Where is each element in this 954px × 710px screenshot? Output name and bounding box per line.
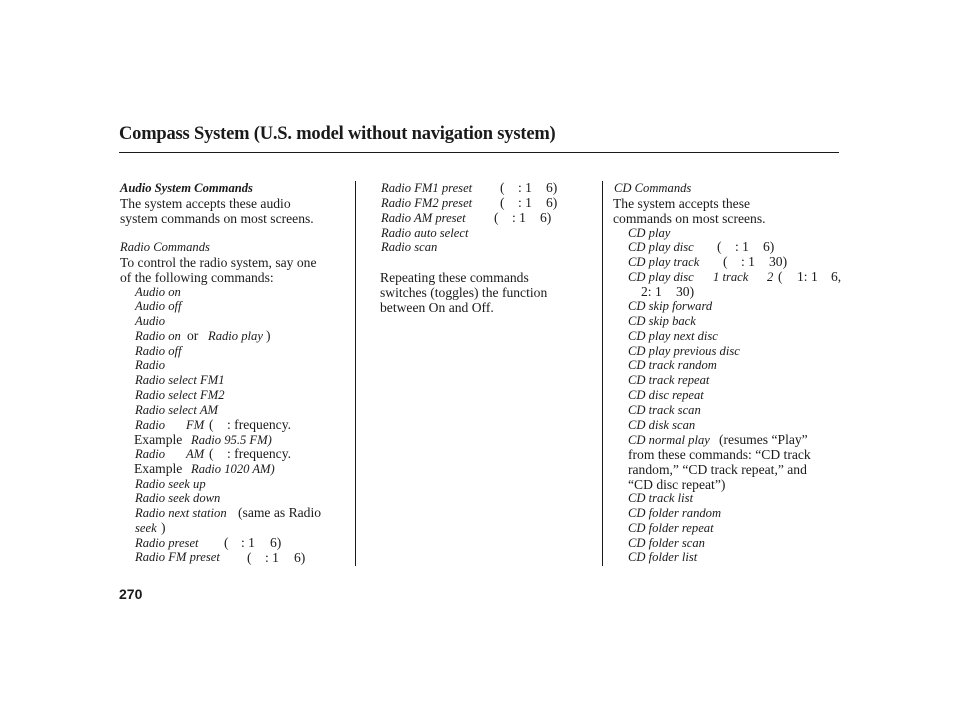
command-item: CD track repeat bbox=[628, 373, 710, 387]
body-text: To control the radio system, say one bbox=[120, 255, 317, 270]
command-item: CD disk scan bbox=[628, 418, 696, 432]
command-item: Radio auto select bbox=[381, 226, 469, 240]
body-text: (same as Radio bbox=[238, 505, 322, 520]
command-item: Radio bbox=[135, 447, 166, 461]
body-text: ) bbox=[266, 328, 271, 343]
body-text: : 1 bbox=[265, 550, 279, 565]
command-item: seek bbox=[135, 521, 157, 535]
command-item: CD folder scan bbox=[628, 536, 705, 550]
command-item: CD skip forward bbox=[628, 299, 713, 313]
body-text: : 1 bbox=[512, 210, 526, 225]
body-text: between On and Off. bbox=[380, 300, 494, 315]
body-text: system commands on most screens. bbox=[120, 211, 314, 226]
body-text: 30) bbox=[676, 284, 695, 299]
page-title: Compass System (U.S. model without navigation system) bbox=[119, 124, 556, 144]
command-item: CD play next disc bbox=[628, 329, 718, 343]
command-item: CD folder list bbox=[628, 550, 698, 564]
command-item: Radio bbox=[135, 358, 166, 372]
body-text: ( bbox=[209, 446, 214, 461]
body-text: 6) bbox=[546, 195, 558, 210]
body-text: of the following commands: bbox=[120, 270, 274, 285]
command-item: Radio next station bbox=[135, 506, 227, 520]
command-item: Radio select FM1 bbox=[135, 373, 225, 387]
body-text: (resumes “Play” bbox=[719, 432, 808, 447]
body-text: ( bbox=[717, 239, 722, 254]
subsection-heading: CD Commands bbox=[614, 181, 692, 195]
body-text: The system accepts these bbox=[613, 196, 751, 211]
command-item: Radio AM preset bbox=[381, 211, 466, 225]
command-item: Radio 95.5 FM) bbox=[191, 433, 272, 447]
command-item: CD play disc bbox=[628, 240, 694, 254]
column-divider bbox=[602, 181, 603, 566]
body-text: ( bbox=[494, 210, 499, 225]
command-item: FM bbox=[186, 418, 205, 432]
body-text: The system accepts these audio bbox=[120, 196, 291, 211]
body-text: ( bbox=[500, 180, 505, 195]
command-item: CD folder repeat bbox=[628, 521, 714, 535]
body-text: 6) bbox=[763, 239, 775, 254]
command-item: CD play bbox=[628, 226, 671, 240]
command-item: Radio bbox=[135, 418, 166, 432]
command-item: Radio seek down bbox=[135, 491, 221, 505]
body-text: ( bbox=[224, 535, 229, 550]
command-item: CD play disc bbox=[628, 270, 694, 284]
body-text: “CD disc repeat”) bbox=[628, 477, 726, 492]
page-number: 270 bbox=[119, 586, 143, 602]
body-text: ( bbox=[723, 254, 728, 269]
command-item: Radio FM1 preset bbox=[381, 181, 473, 195]
command-item: 1 track bbox=[713, 270, 749, 284]
command-item: CD play track bbox=[628, 255, 700, 269]
body-text: Repeating these commands bbox=[380, 270, 529, 285]
body-text: or bbox=[187, 328, 199, 343]
command-item: 2 bbox=[767, 270, 774, 284]
command-item: CD disc repeat bbox=[628, 388, 704, 402]
body-text: : 1 bbox=[241, 535, 255, 550]
body-text: : 1 bbox=[518, 195, 532, 210]
body-text: 6, bbox=[831, 269, 842, 284]
command-item: CD normal play bbox=[628, 433, 710, 447]
command-item: Radio FM preset bbox=[135, 550, 220, 564]
command-item: CD play previous disc bbox=[628, 344, 740, 358]
body-text: random,” “CD track repeat,” and bbox=[628, 462, 807, 477]
body-text: Example bbox=[134, 461, 183, 476]
command-item: Radio FM2 preset bbox=[381, 196, 473, 210]
body-text: from these commands: “CD track bbox=[628, 447, 811, 462]
command-item: Radio seek up bbox=[135, 477, 206, 491]
command-item: CD skip back bbox=[628, 314, 696, 328]
command-item: Audio off bbox=[135, 299, 182, 313]
body-text: 6) bbox=[270, 535, 282, 550]
command-item: CD track list bbox=[628, 491, 694, 505]
command-item: CD track scan bbox=[628, 403, 701, 417]
column-divider bbox=[355, 181, 356, 566]
body-text: : 1 bbox=[518, 180, 532, 195]
body-text: 6) bbox=[294, 550, 306, 565]
body-text: 6) bbox=[540, 210, 552, 225]
body-text: : frequency. bbox=[227, 446, 292, 461]
command-item: Radio select AM bbox=[135, 403, 219, 417]
command-item: Radio preset bbox=[135, 536, 199, 550]
command-item: CD track random bbox=[628, 358, 717, 372]
body-text: : 1 bbox=[741, 254, 755, 269]
body-text: 1: 1 bbox=[797, 269, 818, 284]
command-item: Audio on bbox=[135, 285, 181, 299]
title-rule bbox=[119, 152, 839, 153]
body-text: ( bbox=[247, 550, 252, 565]
command-item: CD folder random bbox=[628, 506, 722, 520]
body-text: 30) bbox=[769, 254, 788, 269]
body-text: 2: 1 bbox=[641, 284, 662, 299]
body-text: switches (toggles) the function bbox=[380, 285, 548, 300]
command-item: Radio select FM2 bbox=[135, 388, 225, 402]
body-text: ( bbox=[778, 269, 783, 284]
body-text: commands on most screens. bbox=[613, 211, 766, 226]
body-text: ( bbox=[209, 417, 214, 432]
command-item: Radio off bbox=[135, 344, 182, 358]
body-text: 6) bbox=[546, 180, 558, 195]
body-text: ) bbox=[161, 520, 166, 535]
subsection-heading: Radio Commands bbox=[120, 240, 210, 254]
body-text: : frequency. bbox=[227, 417, 292, 432]
body-text: Example bbox=[134, 432, 183, 447]
command-item: Audio bbox=[135, 314, 166, 328]
command-item: AM bbox=[186, 447, 205, 461]
command-item: Radio 1020 AM) bbox=[191, 462, 275, 476]
command-item: Radio scan bbox=[381, 240, 438, 254]
section-heading: Audio System Commands bbox=[120, 181, 253, 195]
command-item: Radio on bbox=[135, 329, 181, 343]
body-text: : 1 bbox=[735, 239, 749, 254]
command-item: Radio play bbox=[208, 329, 263, 343]
body-text: ( bbox=[500, 195, 505, 210]
